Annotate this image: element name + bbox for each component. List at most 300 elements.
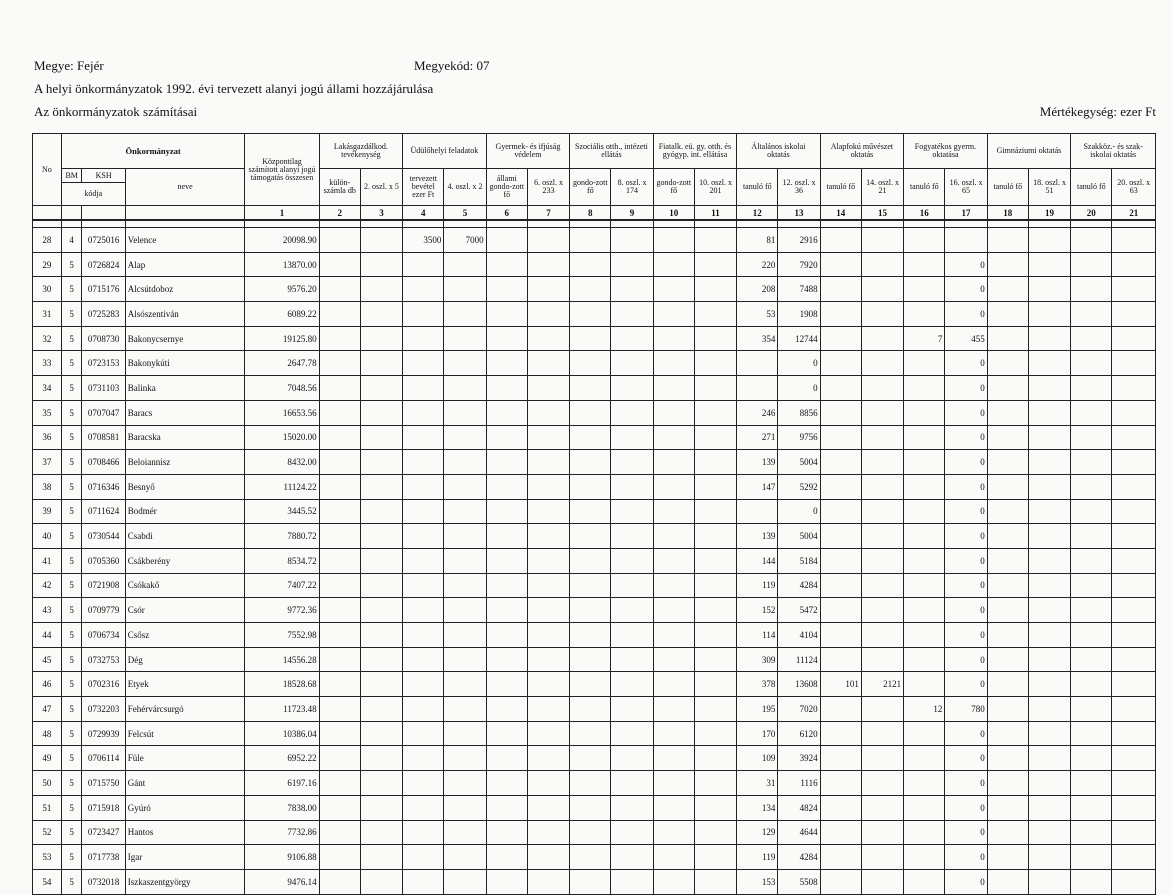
ksh-code: 0708581 (82, 425, 125, 450)
value-cell: 354 (737, 326, 778, 351)
row-number: 52 (33, 820, 62, 845)
value-cell (1028, 400, 1070, 425)
value-cell (820, 400, 861, 425)
value-cell (570, 277, 611, 302)
value-cell (1071, 573, 1112, 598)
value-cell: 0 (945, 425, 987, 450)
value-cell (360, 573, 402, 598)
value-cell (1071, 425, 1112, 450)
value-cell (611, 795, 653, 820)
value-cell: 19125.80 (245, 326, 319, 351)
header-kodja: kódja (61, 183, 125, 206)
ksh-code: 0709779 (82, 598, 125, 623)
value-cell: 5292 (778, 474, 820, 499)
value-cell: 119 (737, 845, 778, 870)
value-cell (444, 746, 486, 771)
value-cell (820, 277, 861, 302)
value-cell (987, 376, 1028, 401)
value-cell (1071, 450, 1112, 475)
value-cell (904, 228, 945, 253)
col-number: 17 (945, 206, 987, 221)
value-cell: 5508 (778, 869, 820, 894)
value-cell (904, 400, 945, 425)
value-cell (987, 351, 1028, 376)
value-cell (1112, 425, 1156, 450)
value-cell: 11723.48 (245, 697, 319, 722)
value-cell: 7000 (444, 228, 486, 253)
value-cell: 455 (945, 326, 987, 351)
value-cell (904, 721, 945, 746)
value-cell (1028, 746, 1070, 771)
allocation-table (32, 133, 1156, 895)
value-cell (486, 326, 527, 351)
value-cell (694, 820, 736, 845)
value-cell (611, 376, 653, 401)
value-cell (987, 277, 1028, 302)
bm-code: 5 (61, 672, 82, 697)
value-cell (1071, 721, 1112, 746)
value-cell: 309 (737, 647, 778, 672)
value-cell (1071, 746, 1112, 771)
value-cell (403, 425, 444, 450)
value-cell (1071, 326, 1112, 351)
value-cell (360, 450, 402, 475)
value-cell: 5004 (778, 524, 820, 549)
table-row (33, 647, 1156, 672)
value-cell (1028, 548, 1070, 573)
value-cell: 0 (945, 795, 987, 820)
header-sub: gondo-zott fő (653, 169, 694, 206)
value-cell: 4644 (778, 820, 820, 845)
value-cell (861, 820, 903, 845)
value-cell (486, 672, 527, 697)
value-cell (904, 647, 945, 672)
value-cell (1028, 425, 1070, 450)
ksh-code: 0726824 (82, 252, 125, 277)
value-cell (444, 351, 486, 376)
value-cell (319, 450, 360, 475)
table-row (33, 228, 1156, 253)
value-cell (1028, 326, 1070, 351)
unit-label: Mértékegység: ezer Ft (1039, 104, 1156, 119)
value-cell: 109 (737, 746, 778, 771)
value-cell (1071, 228, 1112, 253)
value-cell: 4824 (778, 795, 820, 820)
municipality-name: Gyúró (125, 795, 245, 820)
value-cell (486, 425, 527, 450)
value-cell (861, 376, 903, 401)
value-cell (611, 499, 653, 524)
ksh-code: 0731103 (82, 376, 125, 401)
value-cell (486, 795, 527, 820)
table-row (33, 302, 1156, 327)
value-cell (527, 573, 569, 598)
value-cell: 0 (945, 647, 987, 672)
value-cell (861, 869, 903, 894)
value-cell (319, 376, 360, 401)
row-number: 32 (33, 326, 62, 351)
value-cell (653, 277, 694, 302)
municipality-name: Igar (125, 845, 245, 870)
value-cell (611, 252, 653, 277)
value-cell: 4284 (778, 845, 820, 870)
value-cell (1112, 771, 1156, 796)
value-cell (444, 869, 486, 894)
value-cell (904, 795, 945, 820)
value-cell: 0 (945, 450, 987, 475)
value-cell: 8534.72 (245, 548, 319, 573)
value-cell: 6197.16 (245, 771, 319, 796)
value-cell: 9756 (778, 425, 820, 450)
col-number: 3 (360, 206, 402, 221)
value-cell: 9106.88 (245, 845, 319, 870)
value-cell (820, 450, 861, 475)
value-cell (570, 820, 611, 845)
value-cell (486, 450, 527, 475)
row-number: 31 (33, 302, 62, 327)
ksh-code: 0721908 (82, 573, 125, 598)
value-cell: 0 (945, 721, 987, 746)
table-row (33, 746, 1156, 771)
value-cell (486, 573, 527, 598)
value-cell (486, 820, 527, 845)
value-cell (527, 795, 569, 820)
header-sub: 14. oszl. x 21 (861, 169, 903, 206)
value-cell (403, 376, 444, 401)
col-number-blank (61, 206, 82, 221)
value-cell (861, 400, 903, 425)
col-number: 15 (861, 206, 903, 221)
value-cell (527, 450, 569, 475)
value-cell: 152 (737, 598, 778, 623)
value-cell (403, 524, 444, 549)
row-number: 39 (33, 499, 62, 524)
bm-code: 5 (61, 869, 82, 894)
value-cell (611, 573, 653, 598)
table-row (33, 499, 1156, 524)
value-cell: 20098.90 (245, 228, 319, 253)
value-cell (527, 771, 569, 796)
value-cell (653, 869, 694, 894)
value-cell: 13870.00 (245, 252, 319, 277)
value-cell (611, 326, 653, 351)
value-cell: 0 (945, 351, 987, 376)
value-cell (403, 277, 444, 302)
value-cell (694, 771, 736, 796)
row-number: 28 (33, 228, 62, 253)
value-cell (653, 623, 694, 648)
value-cell (987, 771, 1028, 796)
value-cell (444, 524, 486, 549)
ksh-code: 0706114 (82, 746, 125, 771)
value-cell (1028, 474, 1070, 499)
value-cell (904, 474, 945, 499)
bm-code: 5 (61, 795, 82, 820)
value-cell (403, 598, 444, 623)
value-cell (611, 746, 653, 771)
value-cell (1028, 573, 1070, 598)
value-cell (861, 697, 903, 722)
col-number: 7 (527, 206, 569, 221)
value-cell (820, 228, 861, 253)
value-cell (820, 746, 861, 771)
value-cell (861, 795, 903, 820)
value-cell (527, 721, 569, 746)
value-cell (444, 326, 486, 351)
value-cell (360, 499, 402, 524)
table-row (33, 598, 1156, 623)
value-cell (486, 845, 527, 870)
value-cell (319, 672, 360, 697)
value-cell (403, 302, 444, 327)
value-cell: 4104 (778, 623, 820, 648)
ksh-code: 0711624 (82, 499, 125, 524)
table-row (33, 252, 1156, 277)
value-cell (527, 598, 569, 623)
header-group: Alapfokú művészet oktatás (820, 134, 904, 169)
ksh-code: 0729939 (82, 721, 125, 746)
value-cell (820, 524, 861, 549)
ksh-code: 0732753 (82, 647, 125, 672)
ksh-code: 0732203 (82, 697, 125, 722)
value-cell (1112, 450, 1156, 475)
value-cell (861, 623, 903, 648)
value-cell: 5184 (778, 548, 820, 573)
municipality-name: Etyek (125, 672, 245, 697)
col-number: 14 (820, 206, 861, 221)
value-cell (694, 425, 736, 450)
table-row (33, 869, 1156, 894)
value-cell (1112, 351, 1156, 376)
value-cell (570, 302, 611, 327)
value-cell (861, 721, 903, 746)
bm-code: 5 (61, 252, 82, 277)
value-cell: 7048.56 (245, 376, 319, 401)
header-sub: 6. oszl. x 233 (527, 169, 569, 206)
value-cell (486, 351, 527, 376)
bm-code: 5 (61, 302, 82, 327)
value-cell (694, 647, 736, 672)
value-cell (360, 228, 402, 253)
municipality-name: Alcsútdoboz (125, 277, 245, 302)
value-cell: 3445.52 (245, 499, 319, 524)
value-cell (694, 795, 736, 820)
value-cell: 9576.20 (245, 277, 319, 302)
header-no: No (33, 134, 62, 206)
value-cell (1112, 845, 1156, 870)
value-cell (694, 746, 736, 771)
value-cell (444, 845, 486, 870)
value-cell (527, 820, 569, 845)
bm-code: 5 (61, 474, 82, 499)
value-cell (360, 524, 402, 549)
municipality-name: Csákberény (125, 548, 245, 573)
header-group: Szociális otth., intézeti ellátás (570, 134, 654, 169)
ksh-code: 0715750 (82, 771, 125, 796)
value-cell (319, 746, 360, 771)
value-cell (611, 697, 653, 722)
bm-code: 5 (61, 548, 82, 573)
ksh-code: 0708730 (82, 326, 125, 351)
value-cell: 31 (737, 771, 778, 796)
row-number: 44 (33, 623, 62, 648)
value-cell: 220 (737, 252, 778, 277)
value-cell (403, 548, 444, 573)
bm-code: 5 (61, 425, 82, 450)
col-number: 16 (904, 206, 945, 221)
col-number: 10 (653, 206, 694, 221)
value-cell (694, 845, 736, 870)
municipality-name: Baracs (125, 400, 245, 425)
value-cell (694, 623, 736, 648)
value-cell: 0 (945, 252, 987, 277)
row-number: 47 (33, 697, 62, 722)
county-code-label: Megyekód: 07 (414, 58, 490, 73)
value-cell (1028, 228, 1070, 253)
column-number-row (33, 206, 1156, 221)
value-cell (486, 623, 527, 648)
value-cell (486, 697, 527, 722)
value-cell (861, 474, 903, 499)
value-cell (1112, 524, 1156, 549)
value-cell (820, 499, 861, 524)
value-cell (1028, 450, 1070, 475)
value-cell (444, 277, 486, 302)
value-cell (444, 820, 486, 845)
value-cell (1028, 277, 1070, 302)
value-cell: 0 (945, 548, 987, 573)
col-number: 21 (1112, 206, 1156, 221)
value-cell: 378 (737, 672, 778, 697)
value-cell (1071, 351, 1112, 376)
value-cell: 4284 (778, 573, 820, 598)
row-number: 53 (33, 845, 62, 870)
header-sub: külön-számla db (319, 169, 360, 206)
municipality-name: Csősz (125, 623, 245, 648)
value-cell (486, 524, 527, 549)
value-cell (403, 623, 444, 648)
value-cell (360, 598, 402, 623)
table-row (33, 771, 1156, 796)
bm-code: 5 (61, 351, 82, 376)
value-cell (611, 228, 653, 253)
value-cell (987, 573, 1028, 598)
row-number: 38 (33, 474, 62, 499)
value-cell (403, 252, 444, 277)
value-cell (1071, 845, 1112, 870)
value-cell (904, 845, 945, 870)
value-cell (570, 548, 611, 573)
value-cell: 0 (945, 746, 987, 771)
value-cell (486, 474, 527, 499)
value-cell (653, 697, 694, 722)
value-cell (694, 228, 736, 253)
value-cell: 271 (737, 425, 778, 450)
value-cell (319, 598, 360, 623)
value-cell (611, 845, 653, 870)
value-cell (694, 277, 736, 302)
value-cell (1028, 598, 1070, 623)
row-number: 33 (33, 351, 62, 376)
value-cell (444, 499, 486, 524)
value-cell: 53 (737, 302, 778, 327)
value-cell (527, 845, 569, 870)
header-sub: 2. oszl. x 5 (360, 169, 402, 206)
value-cell (570, 252, 611, 277)
value-cell (319, 548, 360, 573)
row-number: 51 (33, 795, 62, 820)
value-cell (987, 548, 1028, 573)
row-number: 43 (33, 598, 62, 623)
ksh-code: 0717738 (82, 845, 125, 870)
value-cell (570, 425, 611, 450)
value-cell (360, 721, 402, 746)
ksh-code: 0707047 (82, 400, 125, 425)
header-group: Szakköz.- és szak-iskolai oktatás (1071, 134, 1156, 169)
header-group: Fiatalk. eü. gy. otth. és gyógyp. int. ellátása (653, 134, 737, 169)
value-cell (486, 376, 527, 401)
value-cell (1028, 376, 1070, 401)
value-cell (444, 474, 486, 499)
table-row (33, 721, 1156, 746)
header-group: Üdülőhelyi feladatok (403, 134, 487, 169)
value-cell: 7552.98 (245, 623, 319, 648)
municipality-name: Baracska (125, 425, 245, 450)
value-cell (1112, 400, 1156, 425)
value-cell (527, 746, 569, 771)
value-cell: 6952.22 (245, 746, 319, 771)
value-cell: 0 (945, 573, 987, 598)
value-cell (527, 474, 569, 499)
value-cell (904, 376, 945, 401)
value-cell (444, 252, 486, 277)
row-number: 54 (33, 869, 62, 894)
header-group: Fogyatékos gyerm. oktatása (904, 134, 988, 169)
value-cell (527, 252, 569, 277)
value-cell: 0 (945, 499, 987, 524)
value-cell (653, 721, 694, 746)
value-cell (1028, 869, 1070, 894)
value-cell (527, 351, 569, 376)
value-cell (1071, 400, 1112, 425)
value-cell (444, 573, 486, 598)
value-cell (444, 672, 486, 697)
value-cell (527, 499, 569, 524)
value-cell (403, 795, 444, 820)
value-cell (653, 474, 694, 499)
value-cell (861, 499, 903, 524)
table-row (33, 524, 1156, 549)
header-sub: 4. oszl. x 2 (444, 169, 486, 206)
row-number: 34 (33, 376, 62, 401)
value-cell: 11124 (778, 647, 820, 672)
table-row (33, 573, 1156, 598)
value-cell: 0 (778, 351, 820, 376)
value-cell (319, 277, 360, 302)
row-number: 46 (33, 672, 62, 697)
value-cell (486, 499, 527, 524)
value-cell (570, 326, 611, 351)
value-cell (737, 376, 778, 401)
value-cell (486, 277, 527, 302)
value-cell (570, 351, 611, 376)
value-cell: 13608 (778, 672, 820, 697)
value-cell (360, 277, 402, 302)
value-cell (653, 524, 694, 549)
table-row (33, 400, 1156, 425)
value-cell (1071, 697, 1112, 722)
value-cell (820, 697, 861, 722)
